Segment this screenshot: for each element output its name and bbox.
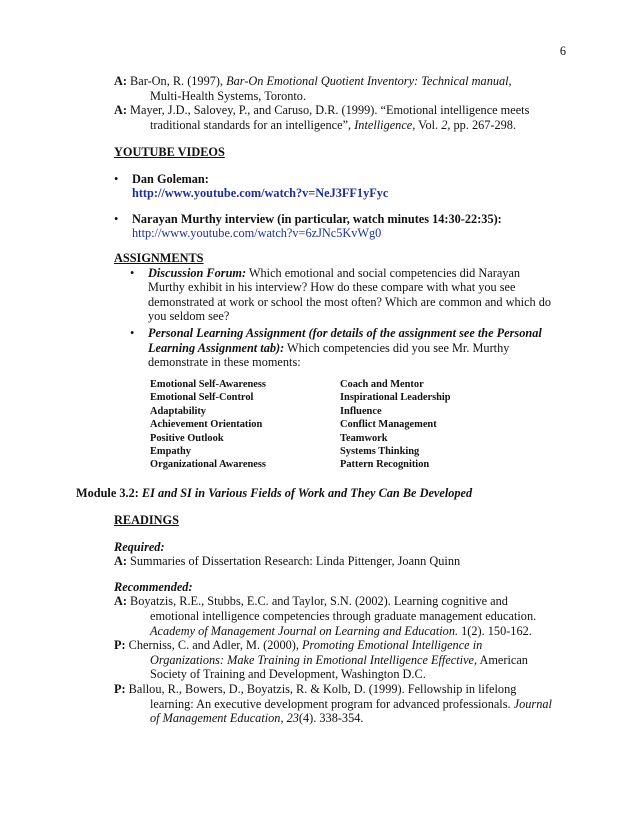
reference-baron: A: Bar-On, R. (1997), Bar-On Emotional Quotient Inventory: Technical manual, Multi-Health Systems, Toronto. xyxy=(114,74,512,103)
page-number: 6 xyxy=(559,44,566,58)
bullet-icon: • xyxy=(130,325,135,340)
recommended-label: Recommended: xyxy=(114,579,193,594)
required-label: Required: xyxy=(114,539,165,554)
bullet-icon: • xyxy=(114,171,119,186)
table-row: Positive Outlook Teamwork xyxy=(150,432,388,444)
competency-table xyxy=(150,378,480,472)
bullet-icon: • xyxy=(130,265,135,280)
section-heading-readings: READINGS xyxy=(114,513,179,527)
youtube-section xyxy=(114,145,574,241)
list-item xyxy=(130,326,574,370)
video-link-goleman[interactable]: http://www.youtube.com/watch?v=NeJ3FF1yFyc xyxy=(132,186,389,201)
required-reading: A: Summaries of Dissertation Research: Linda Pittenger, Joann Quinn xyxy=(114,554,461,569)
table-row: Emotional Self-Control Inspirational Leadership xyxy=(150,392,451,404)
table-row: Organizational Awareness Pattern Recognition xyxy=(150,459,430,471)
table-row: Achievement Orientation Conflict Management xyxy=(150,419,437,431)
table-row: Emotional Self-Awareness Coach and Mentor xyxy=(150,379,424,390)
bullet-icon: • xyxy=(114,211,119,226)
table-row: Adaptability Influence xyxy=(150,405,382,417)
section-heading-youtube: YOUTUBE VIDEOS xyxy=(114,145,225,159)
discussion-forum-text: Discussion Forum: Which emotional and social competencies did Narayan Murthy exhibit in his interview? How do these compare with what you see demonstrated at work or school the most often? Which are common and which do you seldom see? xyxy=(148,265,552,324)
reference-list-top xyxy=(114,74,574,132)
reference-boyatzis: A: Boyatzis, R.E., Stubbs, E.C. and Taylor, S.N. (2002). Learning cognitive and emotional intelligence competencies through graduate management education. Academy of Management Journal on Learning and Education. 1(2). 150-162. xyxy=(114,594,537,638)
module-heading: Module 3.2: EI and SI in Various Fields of Work and They Can Be Developed xyxy=(76,486,473,500)
assignments-section xyxy=(114,251,574,370)
video-link-murthy[interactable]: http://www.youtube.com/watch?v=6zJNc5KvWg0 xyxy=(132,226,382,241)
section-heading-assignments: ASSIGNMENTS xyxy=(114,251,204,265)
reference-ballou: P: Ballou, R., Bowers, D., Boyatzis, R. & Kolb, D. (1999). Fellowship in lifelong learning: An executive development program for advanced professionals. Journal of Management Education, 23(4). 338-354. xyxy=(114,681,552,726)
reference-cherniss: P: Cherniss, C. and Adler, M. (2000), Promoting Emotional Intelligence in Organizations: Make Training in Emotional Intelligence Effective, American Society of Training and Development, Washington D.C. xyxy=(114,638,528,682)
personal-learning-assignment-text: Personal Learning Assignment (for details of the assignment see the Personal Learning Assignment tab): Which competencies did you see Mr. Murthy demonstrate in these moments: xyxy=(148,325,542,370)
readings-section xyxy=(114,513,574,726)
list-item xyxy=(130,266,574,324)
table-row: Empathy Systems Thinking xyxy=(150,446,420,458)
list-item: • Narayan Murthy interview (in particular, watch minutes 14:30-22:35): http://www.youtube.com/watch?v=6zJNc5KvWg0 xyxy=(114,212,574,241)
reference-mayer: A: Mayer, J.D., Salovey, P., and Caruso, D.R. (1999). “Emotional intelligence meets traditional standards for an intelligence”, Intelligence, Vol. 2, pp. 267-298. xyxy=(114,103,530,132)
list-item: • Dan Goleman: http://www.youtube.com/watch?v=NeJ3FF1yFyc xyxy=(114,172,574,201)
